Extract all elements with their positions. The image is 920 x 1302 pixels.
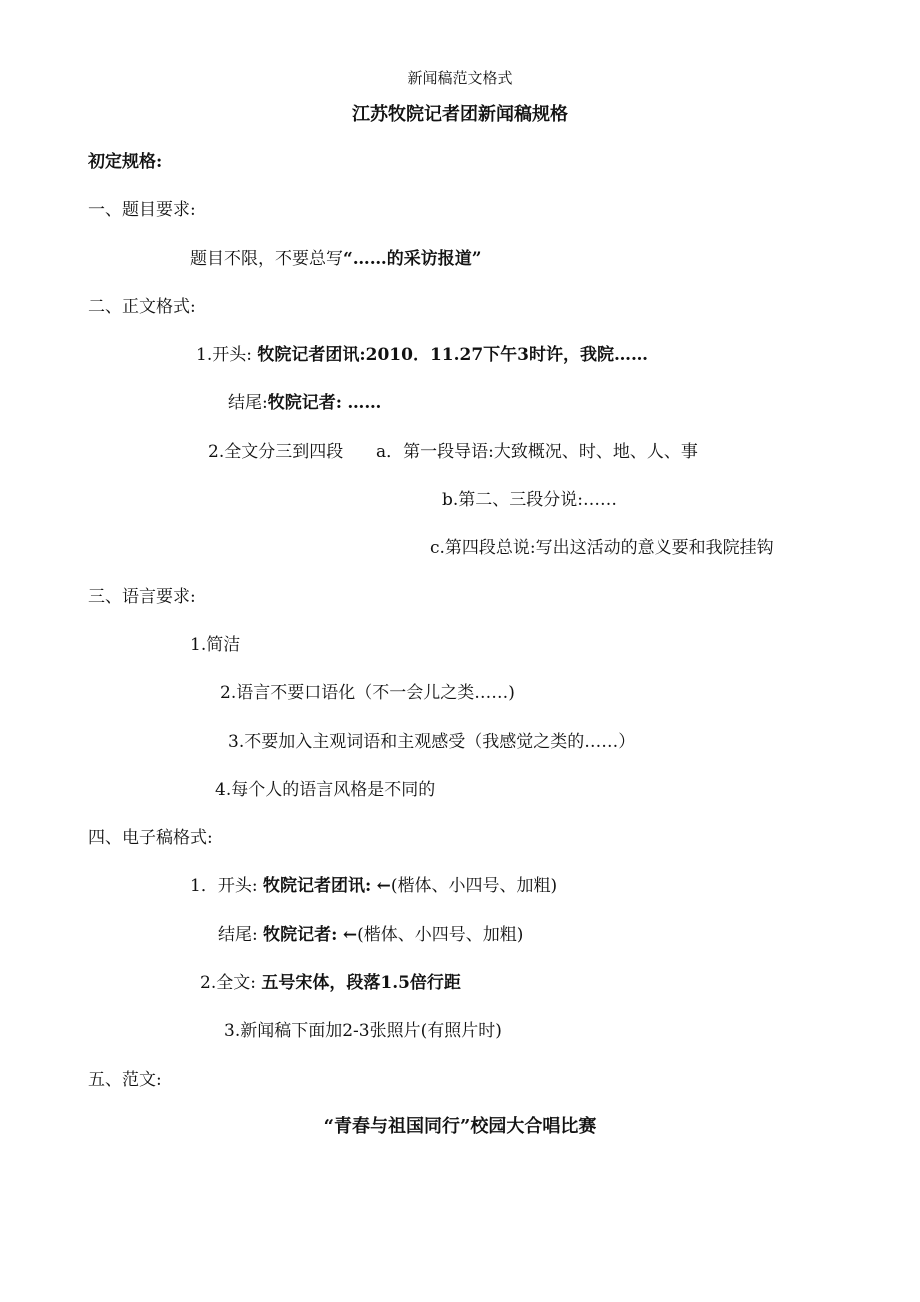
eformat-opening-example: 牧院记者团讯:: [262, 876, 372, 896]
left-arrow-icon: ←: [376, 876, 391, 896]
section-2-ending: [228, 392, 381, 414]
eformat-ending-label: 结尾:: [218, 925, 258, 945]
eformat-ending-example: 牧院记者:: [263, 925, 338, 945]
eformat-opening-style: (楷体、小四号、加粗): [390, 876, 558, 896]
section-1-item: [190, 248, 482, 270]
eformat-ending-style: (楷体、小四号、加粗): [357, 925, 524, 945]
eformat-ending: [218, 924, 523, 946]
section-1-heading: 一、题目要求:: [88, 200, 196, 220]
section-2-para-b: b.第二、三段分说:……: [442, 490, 618, 510]
section-2-para-c: c.第四段总说:写出这活动的意义要和我院挂钩: [430, 538, 774, 558]
language-item-3: 3.不要加入主观词语和主观感受（我感觉之类的……）: [228, 732, 636, 752]
title-rule-emphasis: “……的采访报道”: [343, 249, 482, 269]
sample-title: [0, 1116, 920, 1138]
eformat-opening: [190, 875, 557, 897]
section-2-para-a: a．第一段导语:大致概况、时、地、人、事: [376, 442, 698, 462]
section-2-heading: 二、正文格式:: [88, 297, 196, 317]
eformat-body-label: 2.全文:: [200, 973, 256, 993]
ending-ellipsis: ……: [347, 393, 382, 413]
paragraphs-label: 2.全文分三到四段: [208, 442, 344, 462]
opening-label: 1.开头:: [196, 345, 252, 365]
opening-example: 牧院记者团讯:2010．11.27下午3时许，我院……: [257, 345, 649, 365]
section-2-opening: [196, 344, 648, 366]
page-header: 新闻稿范文格式: [407, 69, 513, 87]
title-rule-text: 题目不限，不要总写: [190, 249, 343, 269]
eformat-body: [200, 972, 461, 994]
ending-label: 结尾:: [228, 393, 268, 413]
document-title: 江苏牧院记者团新闻稿规格: [352, 104, 568, 125]
sample-title-rest: 校园大合唱比赛: [470, 1116, 597, 1137]
eformat-photo: 3.新闻稿下面加2-3张照片(有照片时): [224, 1021, 502, 1041]
section-3-heading: 三、语言要求:: [88, 587, 196, 607]
language-item-2: 2.语言不要口语化（不一会儿之类……): [220, 683, 515, 703]
eformat-body-style: 五号宋体，段落1.5倍行距: [261, 973, 461, 993]
section-4-heading: 四、电子稿格式:: [88, 828, 213, 848]
ending-example: 牧院记者:: [267, 393, 343, 413]
eformat-opening-label: 1．开头:: [190, 876, 258, 896]
section-5-heading: 五、范文:: [88, 1070, 162, 1090]
sample-title-quote: “青春与祖国同行”: [323, 1116, 471, 1137]
language-item-1: 1.简洁: [190, 635, 241, 655]
draft-label: 初定规格:: [88, 152, 163, 172]
language-item-4: 4.每个人的语言风格是不同的: [215, 780, 436, 800]
left-arrow-icon: ←: [342, 925, 358, 945]
section-2-paragraphs: [208, 441, 343, 463]
